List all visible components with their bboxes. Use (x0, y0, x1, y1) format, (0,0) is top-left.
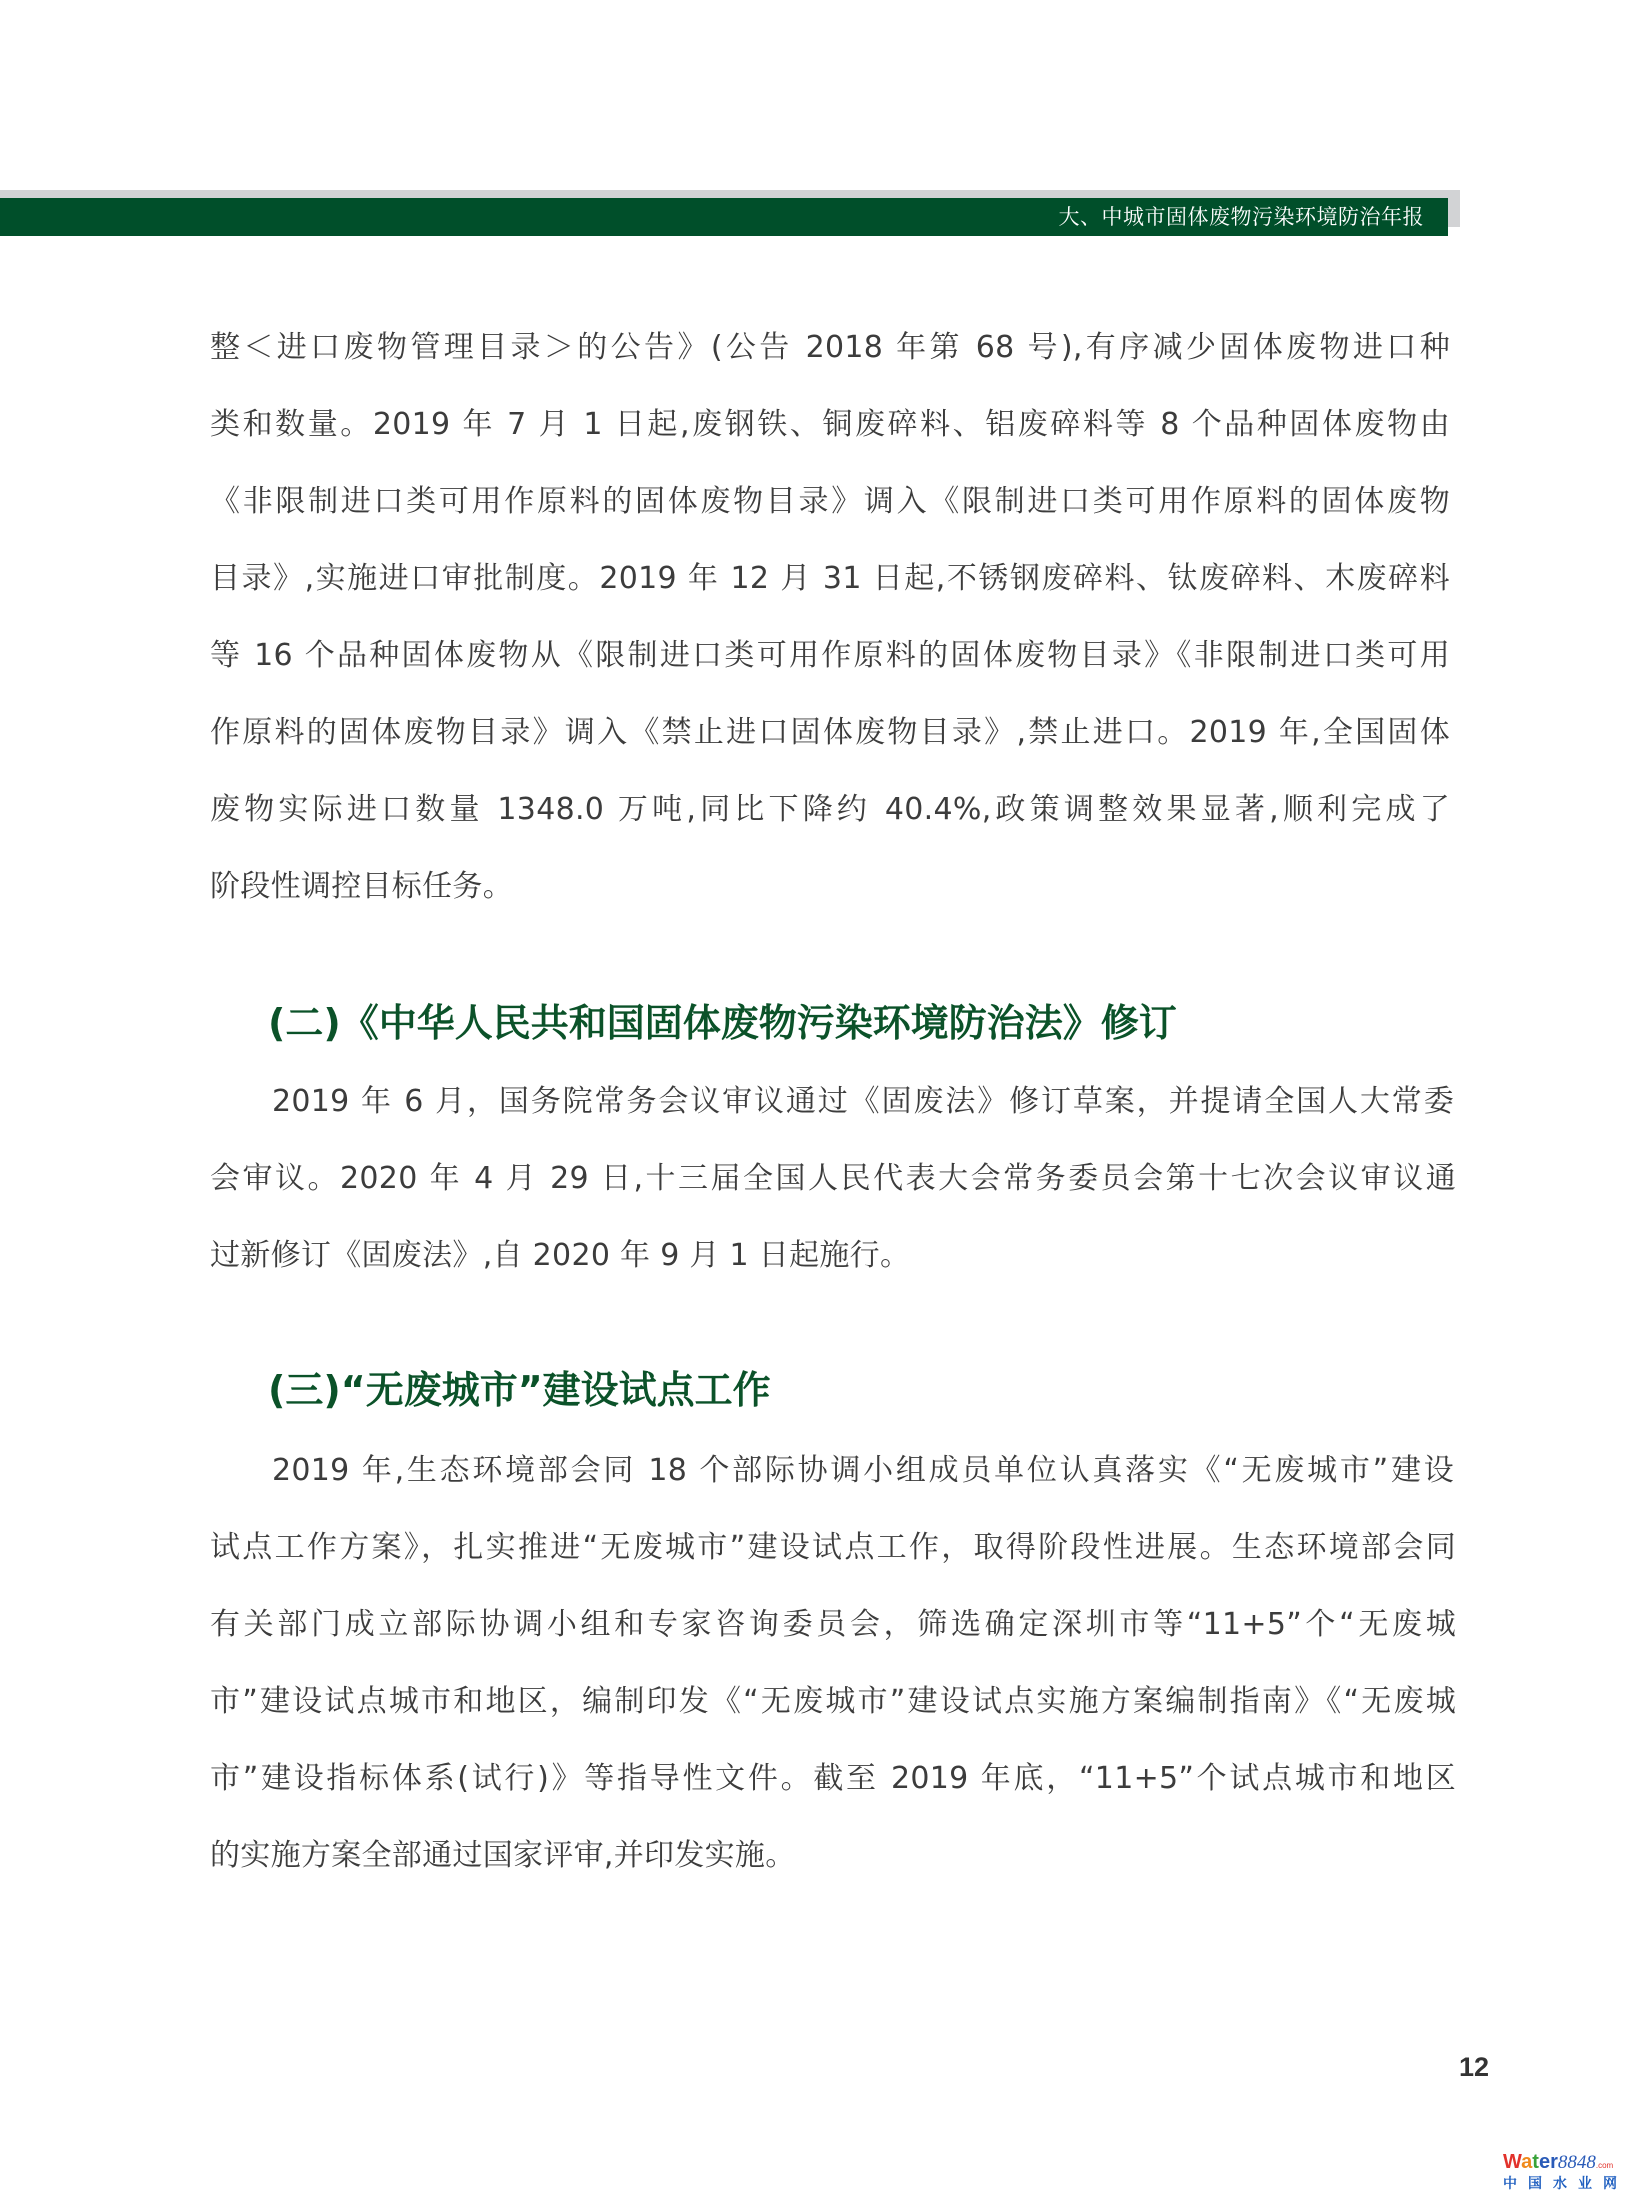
header-bar (0, 198, 1448, 236)
text-line: 的实施方案全部通过国家评审,并印发实施。 (210, 1838, 796, 1873)
text-line: 《非限制进口类可用作原料的固体废物目录》调入《限制进口类可用作原料的固体废物 (210, 484, 1450, 519)
wm-letter: t (1532, 2151, 1539, 2173)
wm-letter: a (1521, 2151, 1533, 2173)
text-line: 等 16 个品种固体废物从《限制进口类可用作原料的固体废物目录》《非限制进口类可用 (210, 638, 1450, 673)
text-line: 整＜进口废物管理目录＞的公告》(公告 2018 年第 68 号),有序减少固体废物进口种 (210, 330, 1450, 365)
watermark-chinese-name: 中国水业网 (1503, 2176, 1628, 2192)
text-line: 市”建设试点城市和地区，编制印发《“无废城市”建设试点实施方案编制指南》《“无废城 (210, 1684, 1456, 1719)
wm-letter: W (1503, 2151, 1522, 2173)
text-line: 有关部门成立部际协调小组和专家咨询委员会，筛选确定深圳市等“11+5”个“无废城 (210, 1607, 1456, 1642)
section-heading: (三)“无废城市”建设试点工作 (268, 1368, 771, 1412)
text-line: 废物实际进口数量 1348.0 万吨,同比下降约 40.4%,政策调整效果显著,顺利完成了 (210, 792, 1450, 827)
text-line: 类和数量。2019 年 7 月 1 日起,废钢铁、铜废碎料、铝废碎料等 8 个品种固体废物由 (210, 407, 1450, 442)
text-line: 阶段性调控目标任务。 (210, 869, 513, 904)
section-heading: (二)《中华人民共和国固体废物污染环境防治法》修订 (268, 1001, 1177, 1045)
text-line: 目录》,实施进口审批制度。2019 年 12 月 31 日起,不锈钢废碎料、钛废碎料、木废碎料 (210, 561, 1450, 596)
text-line: 试点工作方案》，扎实推进“无废城市”建设试点工作，取得阶段性进展。生态环境部会同 (210, 1530, 1456, 1565)
wm-letter: e (1538, 2151, 1551, 2173)
page-number: 12 (1459, 2052, 1490, 2082)
text-line: 2019 年 6 月，国务院常务会议审议通过《固废法》修订草案，并提请全国人大常委 (272, 1084, 1454, 1119)
text-line: 市”建设指标体系(试行)》等指导性文件。截至 2019 年底，“11+5”个试点城市和地区 (210, 1761, 1456, 1796)
text-line: 2019 年,生态环境部会同 18 个部际协调小组成员单位认真落实《“无废城市”建设 (272, 1453, 1454, 1488)
text-line: 会审议。2020 年 4 月 29 日,十三届全国人民代表大会常务委员会第十七次会议审议通 (210, 1161, 1456, 1196)
wm-number: 8848 (1557, 2152, 1596, 2173)
watermark-logo (1503, 2152, 1628, 2192)
running-header-title: 大、中城市固体废物污染环境防治年报 (1058, 205, 1424, 229)
wm-domain-suffix: .com (1595, 2161, 1614, 2170)
text-line: 作原料的固体废物目录》调入《禁止进口固体废物目录》,禁止进口。2019 年,全国固体 (210, 715, 1450, 750)
text-line: 过新修订《固废法》,自 2020 年 9 月 1 日起施行。 (210, 1238, 911, 1273)
watermark-wordmark (1503, 2152, 1628, 2176)
wm-letter: r (1550, 2151, 1558, 2173)
